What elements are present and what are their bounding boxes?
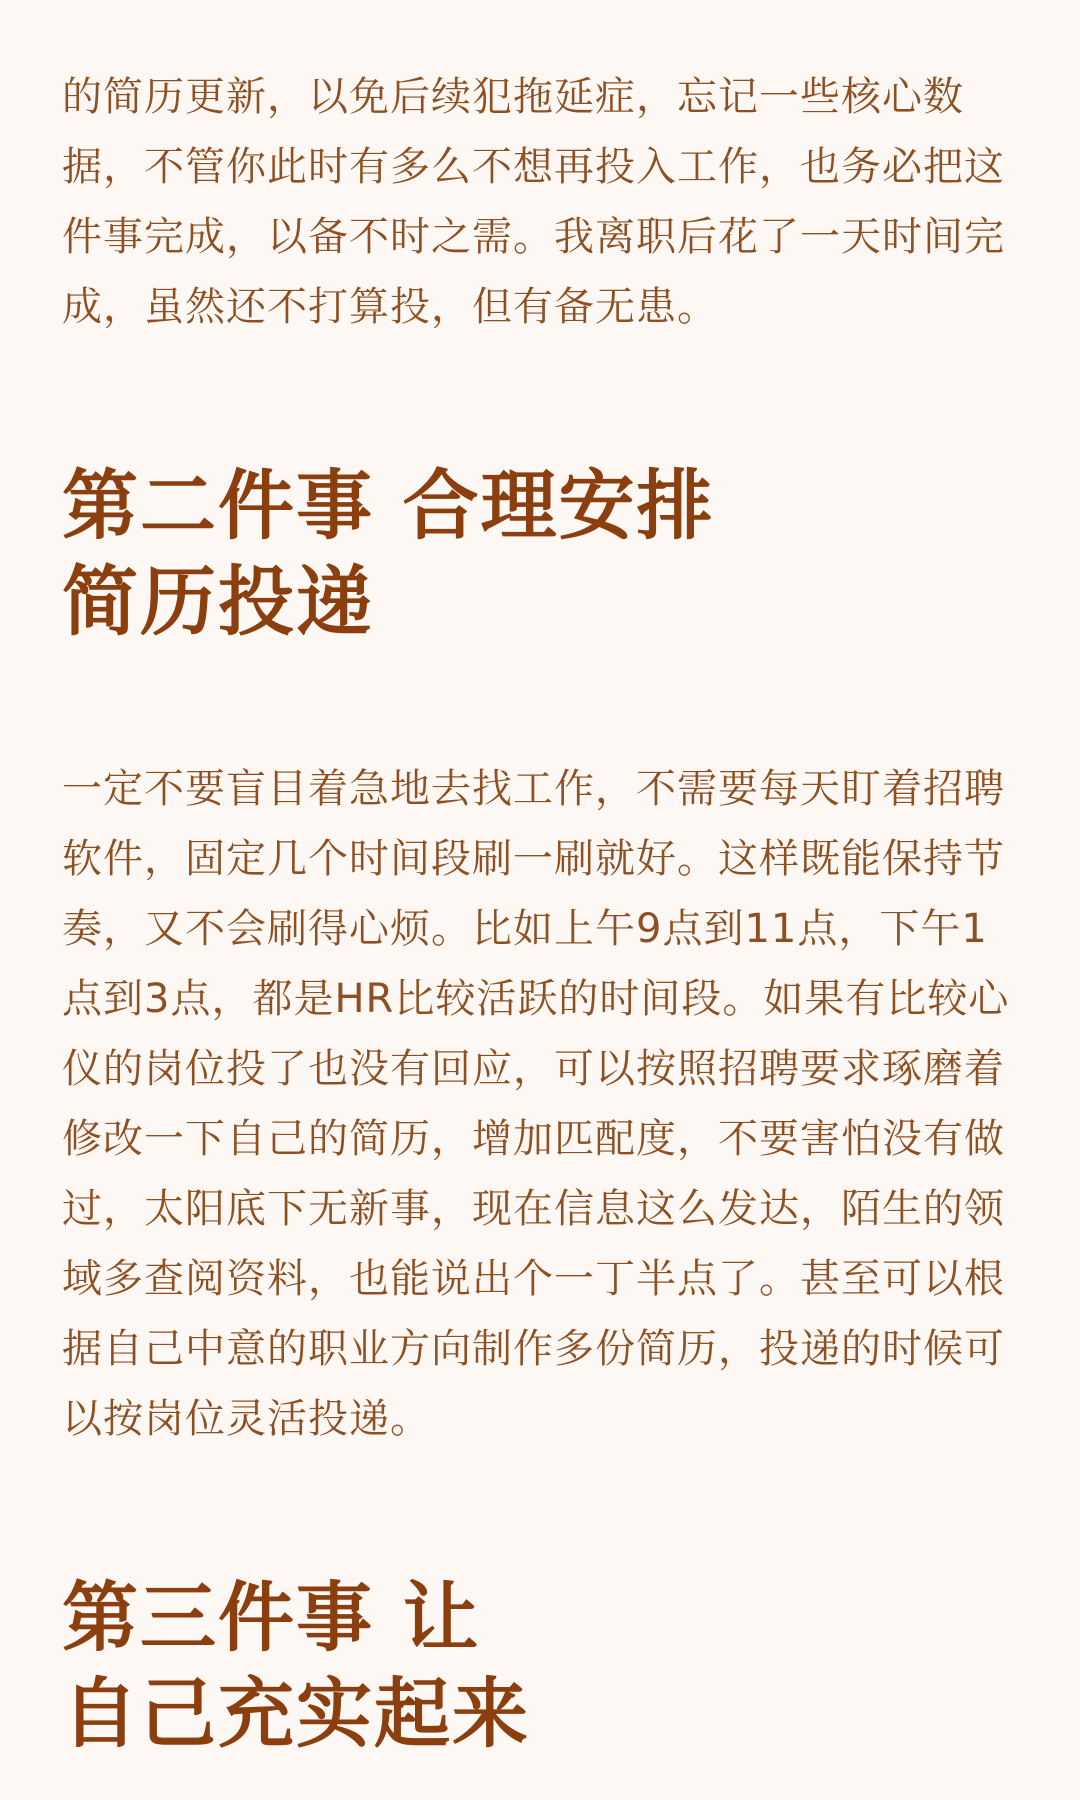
intro-paragraph: 的简历更新，以免后续犯拖延症，忘记一些核心数据，不管你此时有多么不想再投入工作，也务必把这件事完成，以备不时之需。我离职后花了一天时间完成，虽然还不打算投，但有备无患。 [62,74,1005,330]
section-3-heading [62,1570,1018,1762]
section-3-heading-line1: 第三件事 让 [62,1573,481,1662]
section-3-heading-line2: 自己充实起来 [62,1669,530,1758]
section-2-heading [62,458,1018,650]
section-2-heading-line1: 第二件事 合理安排 [62,461,715,550]
section-2-paragraph: 一定不要盲目着急地去找工作，不需要每天盯着招聘软件，固定几个时间段刷一刷就好。这样既能保持节奏，又不会刷得心烦。比如上午9点到11点，下午1点到3点，都是HR比较活跃的时间段。如果有比较心仪的岗位投了也没有回应，可以按照招聘要求琢磨着修改一下自己的简历，增加匹配度，不要害怕没有做过，太阳底下无新事，现在信息这么发达，陌生的领域多查阅资料，也能说出个一丁半点了。甚至可以根据自己中意的职业方向制作多份简历，投递的时候可以按岗位灵活投递。 [62,766,1010,1442]
section-2-heading-line2: 简历投递 [62,557,374,646]
